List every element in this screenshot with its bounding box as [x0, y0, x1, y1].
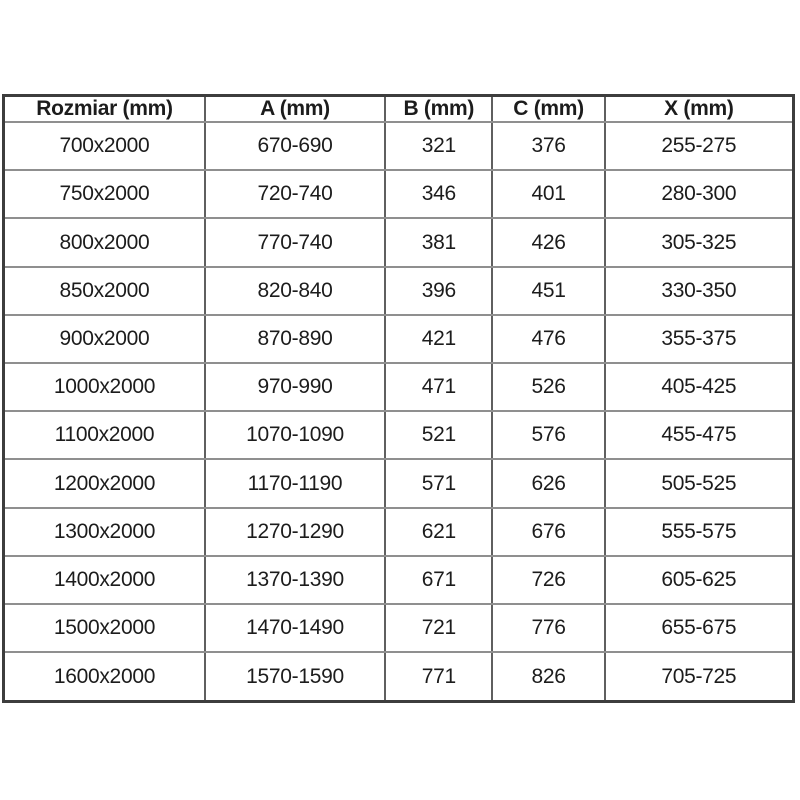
value-cell: 705-725	[605, 652, 794, 701]
table-row	[4, 218, 794, 266]
table-row	[4, 170, 794, 218]
spec-table-container	[2, 94, 795, 703]
size-cell: 800x2000	[4, 218, 205, 266]
value-cell: 870-890	[205, 315, 385, 363]
value-cell: 1170-1190	[205, 459, 385, 507]
size-cell: 750x2000	[4, 170, 205, 218]
table-row	[4, 604, 794, 652]
header-cell: C (mm)	[492, 96, 604, 123]
size-cell: 1100x2000	[4, 411, 205, 459]
value-cell: 621	[385, 508, 492, 556]
value-cell: 376	[492, 122, 604, 170]
value-cell: 1270-1290	[205, 508, 385, 556]
value-cell: 555-575	[605, 508, 794, 556]
value-cell: 451	[492, 267, 604, 315]
value-cell: 576	[492, 411, 604, 459]
size-cell: 700x2000	[4, 122, 205, 170]
value-cell: 255-275	[605, 122, 794, 170]
table-row	[4, 315, 794, 363]
value-cell: 280-300	[605, 170, 794, 218]
value-cell: 571	[385, 459, 492, 507]
size-cell: 900x2000	[4, 315, 205, 363]
value-cell: 1470-1490	[205, 604, 385, 652]
value-cell: 670-690	[205, 122, 385, 170]
value-cell: 346	[385, 170, 492, 218]
table-row	[4, 411, 794, 459]
value-cell: 820-840	[205, 267, 385, 315]
header-cell: A (mm)	[205, 96, 385, 123]
value-cell: 330-350	[605, 267, 794, 315]
size-cell: 850x2000	[4, 267, 205, 315]
header-row	[4, 96, 794, 123]
table-row	[4, 267, 794, 315]
value-cell: 770-740	[205, 218, 385, 266]
size-cell: 1200x2000	[4, 459, 205, 507]
value-cell: 605-625	[605, 556, 794, 604]
size-cell: 1500x2000	[4, 604, 205, 652]
value-cell: 355-375	[605, 315, 794, 363]
table-row	[4, 363, 794, 411]
size-cell: 1300x2000	[4, 508, 205, 556]
header-cell: B (mm)	[385, 96, 492, 123]
table-row	[4, 652, 794, 701]
value-cell: 721	[385, 604, 492, 652]
value-cell: 626	[492, 459, 604, 507]
table-header	[4, 96, 794, 123]
value-cell: 676	[492, 508, 604, 556]
value-cell: 471	[385, 363, 492, 411]
value-cell: 671	[385, 556, 492, 604]
value-cell: 1570-1590	[205, 652, 385, 701]
value-cell: 726	[492, 556, 604, 604]
value-cell: 476	[492, 315, 604, 363]
value-cell: 396	[385, 267, 492, 315]
size-cell: 1400x2000	[4, 556, 205, 604]
size-cell: 1000x2000	[4, 363, 205, 411]
header-cell: X (mm)	[605, 96, 794, 123]
value-cell: 1370-1390	[205, 556, 385, 604]
table-row	[4, 508, 794, 556]
value-cell: 305-325	[605, 218, 794, 266]
value-cell: 1070-1090	[205, 411, 385, 459]
value-cell: 526	[492, 363, 604, 411]
value-cell: 426	[492, 218, 604, 266]
value-cell: 521	[385, 411, 492, 459]
table-row	[4, 459, 794, 507]
value-cell: 505-525	[605, 459, 794, 507]
size-cell: 1600x2000	[4, 652, 205, 701]
value-cell: 655-675	[605, 604, 794, 652]
value-cell: 970-990	[205, 363, 385, 411]
dimension-spec-table	[2, 94, 795, 703]
value-cell: 421	[385, 315, 492, 363]
table-row	[4, 556, 794, 604]
value-cell: 455-475	[605, 411, 794, 459]
value-cell: 826	[492, 652, 604, 701]
value-cell: 405-425	[605, 363, 794, 411]
table-row	[4, 122, 794, 170]
value-cell: 321	[385, 122, 492, 170]
value-cell: 381	[385, 218, 492, 266]
value-cell: 771	[385, 652, 492, 701]
table-body	[4, 122, 794, 702]
header-cell: Rozmiar (mm)	[4, 96, 205, 123]
value-cell: 776	[492, 604, 604, 652]
value-cell: 720-740	[205, 170, 385, 218]
value-cell: 401	[492, 170, 604, 218]
